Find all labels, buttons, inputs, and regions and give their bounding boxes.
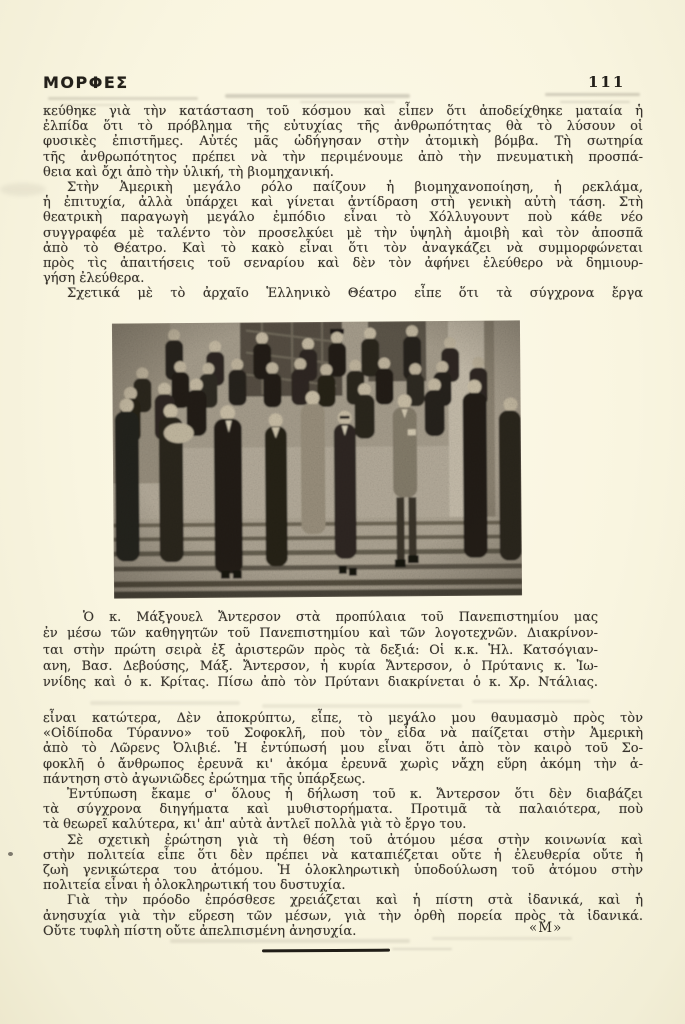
text-line: θεατρικὴ παραγωγὴ μεγάλο ἐμπόδιο εἶναι τὸ Χόλλυγουντ ποὺ κάθε νέο [43,210,643,226]
text-line: ανη, Βασ. Δεβούσης, Μάξ. Ἄντερσον, ἡ κυρία Ἄντερσον, ὁ Πρύτανις κ. Ἰω- [43,658,598,674]
text-line: πάντηση στὸ ἀγωνιῶδες ἐρώτημα τῆς ὑπάρξεως. [43,771,366,787]
scan-smudge [0,183,46,196]
text-line: ἐν μέσω τῶν καθηγητῶν τοῦ Πανεπιστημίου καὶ τῶν λογοτεχνῶν. Διακρίνον- [43,626,598,642]
text-line: ἀπὸ τὸ Θέατρο. Καὶ τὸ κακὸ εἶναι ὅτι τὸν ἀναγκάζει νὰ συμμορφώνεται [43,240,643,256]
text-line: «Οἰδίποδα Τύραννο» τοῦ Σοφοκλῆ, ποὺ τὸν εἶδα νὰ παίζεται στὴν Ἀμερικὴ [43,726,643,742]
text-line: ἀνησυχία γιὰ τὴν εὕρεση τῶν μέσων, γιὰ τὴν ὀρθὴ πορεία πρὸς τὰ ἰδανικά. [43,908,643,924]
text-line: πρὸς τὶς ἀπαιτήσεις τοῦ σεναρίου καὶ δὲν τὸν ἀφήνει ἐλεύθερο νὰ δημιουρ- [43,256,643,272]
author-initial: «Μ» [529,920,563,936]
scan-smudge [90,701,240,705]
text-line: θεια καὶ ὄχι ἀπὸ τὴν ὑλική, τὴ βιομηχανική. [43,164,334,180]
body-paragraph-4 [43,711,643,787]
end-rule [262,949,390,953]
scan-smudge [262,704,462,708]
body-paragraph-1 [43,104,643,180]
text-line: ἐλπίδα ὅτι τὸ πρόβλημα τῆς εὐτυχίας τῆς ἀνθρωπότητας θὰ τὸ λύσουν οἱ [43,119,643,135]
text-line: τῆς ἀνθρωπότητος πρέπει νὰ τὴν περιμένουμε ἀπὸ τὴν πνευματικὴ προσπά- [43,149,643,165]
scan-smudge [472,700,590,703]
text-line: ται στὴν πρώτη σειρὰ ἐξ ἀριστερῶν πρὸς τὰ δεξιά: Οἱ κ.κ. Ἡλ. Κατσόγιαν- [43,642,598,658]
ink-speck [8,852,13,856]
text-line: τὰ θεωρεῖ καλύτερα, κι' ἀπ' αὐτὰ ἀντλεῖ πολλὰ γιὰ τὸ ἔργο του. [43,817,467,833]
scan-smudge [225,94,410,98]
scan-smudge [545,93,640,96]
magazine-title: ΜΟΡΦΕΣ [43,73,129,92]
text-line: ἡ ἐπιτυχία, ἀλλὰ ὑπάρχει καὶ γίνεται ἀντίδραση στὴ γενικὴ αὐτὴ τάση. Στὴ [43,195,643,211]
body-paragraph-2 [43,180,643,286]
scan-smudge [392,948,452,950]
scan-smudge [48,97,198,100]
photo-caption [43,610,598,691]
scan-smudge [300,101,395,103]
page-number: 111 [588,73,626,91]
text-line: γήση ἐλεύθερα. [43,271,145,287]
text-line: Σὲ σχετικὴ ἐρώτηση γιὰ τὴ θέση τοῦ ἀτόμου μέσα στὴν κοινωνία καὶ [67,832,643,848]
text-line: Ἐντύπωση ἔκαμε σ' ὅλους ἡ δήλωση τοῦ κ. Ἄντερσον ὅτι δὲν διαβάζει [67,787,643,803]
text-line: στὴν πολιτεία εἶπε ὅτι δὲν πρέπει νὰ καταπιέζεται οὔτε ἡ ἐλευθερία οὔτε ἡ [43,847,643,863]
text-line: πολιτεία εἶναι ἡ ὁλοκληρωτική του δυστυχία. [43,878,346,894]
group-photo [112,320,522,598]
body-text-top [43,104,643,302]
text-line: φοκλῆ ὁ ἄνθρωπος ἐρευνᾶ κι' ἀκόμα ἐρευνᾶ χωρὶς νἄχη εὕρη ἀκόμη τὴν ἀ- [43,756,643,772]
text-line: Στὴν Ἀμερικὴ μεγάλο ρόλο παίζουν ἡ βιομηχανοποίηση, ἡ ρεκλάμα, [67,180,643,196]
text-line: τὰ σύγχρονα διηγήματα καὶ μυθιστορήματα. Προτιμᾶ τὰ παλαιότερα, ποὺ [43,802,643,818]
text-line: ἀπὸ τὸ Λῶρενς Ὀλιβιέ. Ἡ ἐντύπωσή μου εἶναι ὅτι ἀπὸ τὸν καιρὸ τοῦ Σο- [43,741,643,757]
text-line: ζωὴ γενικώτερα του ἀτόμου. Ἡ ὁλοκληρωτικὴ ὑποδούλωση τοῦ ἀτόμου στὴν [43,863,643,879]
text-line: Οὔτε τυφλὴ πίστη οὔτε ἀπελπισμένη ἀνησυχία. [43,923,357,939]
body-paragraph-5 [43,787,643,833]
text-line: Ὁ κ. Μάξγουελ Ἄντερσον στὰ προπύλαια τοῦ Πανεπιστημίου μας [83,610,598,625]
text-line: Γιὰ τὴν πρόοδο ἐπρόσθεσε χρειάζεται καὶ ἡ πίστη στὰ ἰδανικά, καὶ ἡ [67,893,643,909]
body-text-bottom [43,711,643,939]
text-line: φυσικὲς ἐπιστῆμες. Αὐτές μᾶς ὡδήγησαν στὴν ἀτομικὴ βόμβα. Τὴ σωτηρία [43,134,643,150]
running-head [43,71,643,93]
group-photo-illustration [112,320,522,598]
body-paragraph-6 [43,833,643,894]
body-paragraph-3 [43,286,643,301]
scan-smudge [170,939,410,943]
scan-smudge [432,937,572,940]
text-line: κεύθηκε γιὰ τὴν κατάσταση τοῦ κόσμου καὶ εἶπεν ὅτι ἀποδείχθηκε ματαία ἡ [43,104,643,119]
text-line: ννίδης καὶ ὁ κ. Κρίτας. Πίσω ἀπὸ τὸν Πρύτανι διακρίνεται ὁ κ. Χρ. Ντάλιας. [43,675,598,691]
text-line: συγγραφέα μὲ ταλέντο τὸν προσελκύει μὲ τὴν ὑψηλὴ ἀμοιβὴ καὶ τὸν ἀποσπᾶ [43,225,643,241]
text-line: εἶναι κατώτερα, Δὲν ἀποκρύπτω, εἶπε, τὸ μεγάλο μου θαυμασμὸ πρὸς τὸν [43,711,643,726]
text-line: Σχετικά μὲ τὸ ἀρχαῖο Ἑλληνικὸ Θέατρο εἶπε ὅτι τὰ σύγχρονα ἔργα [67,286,643,302]
scan-smudge [560,101,630,103]
